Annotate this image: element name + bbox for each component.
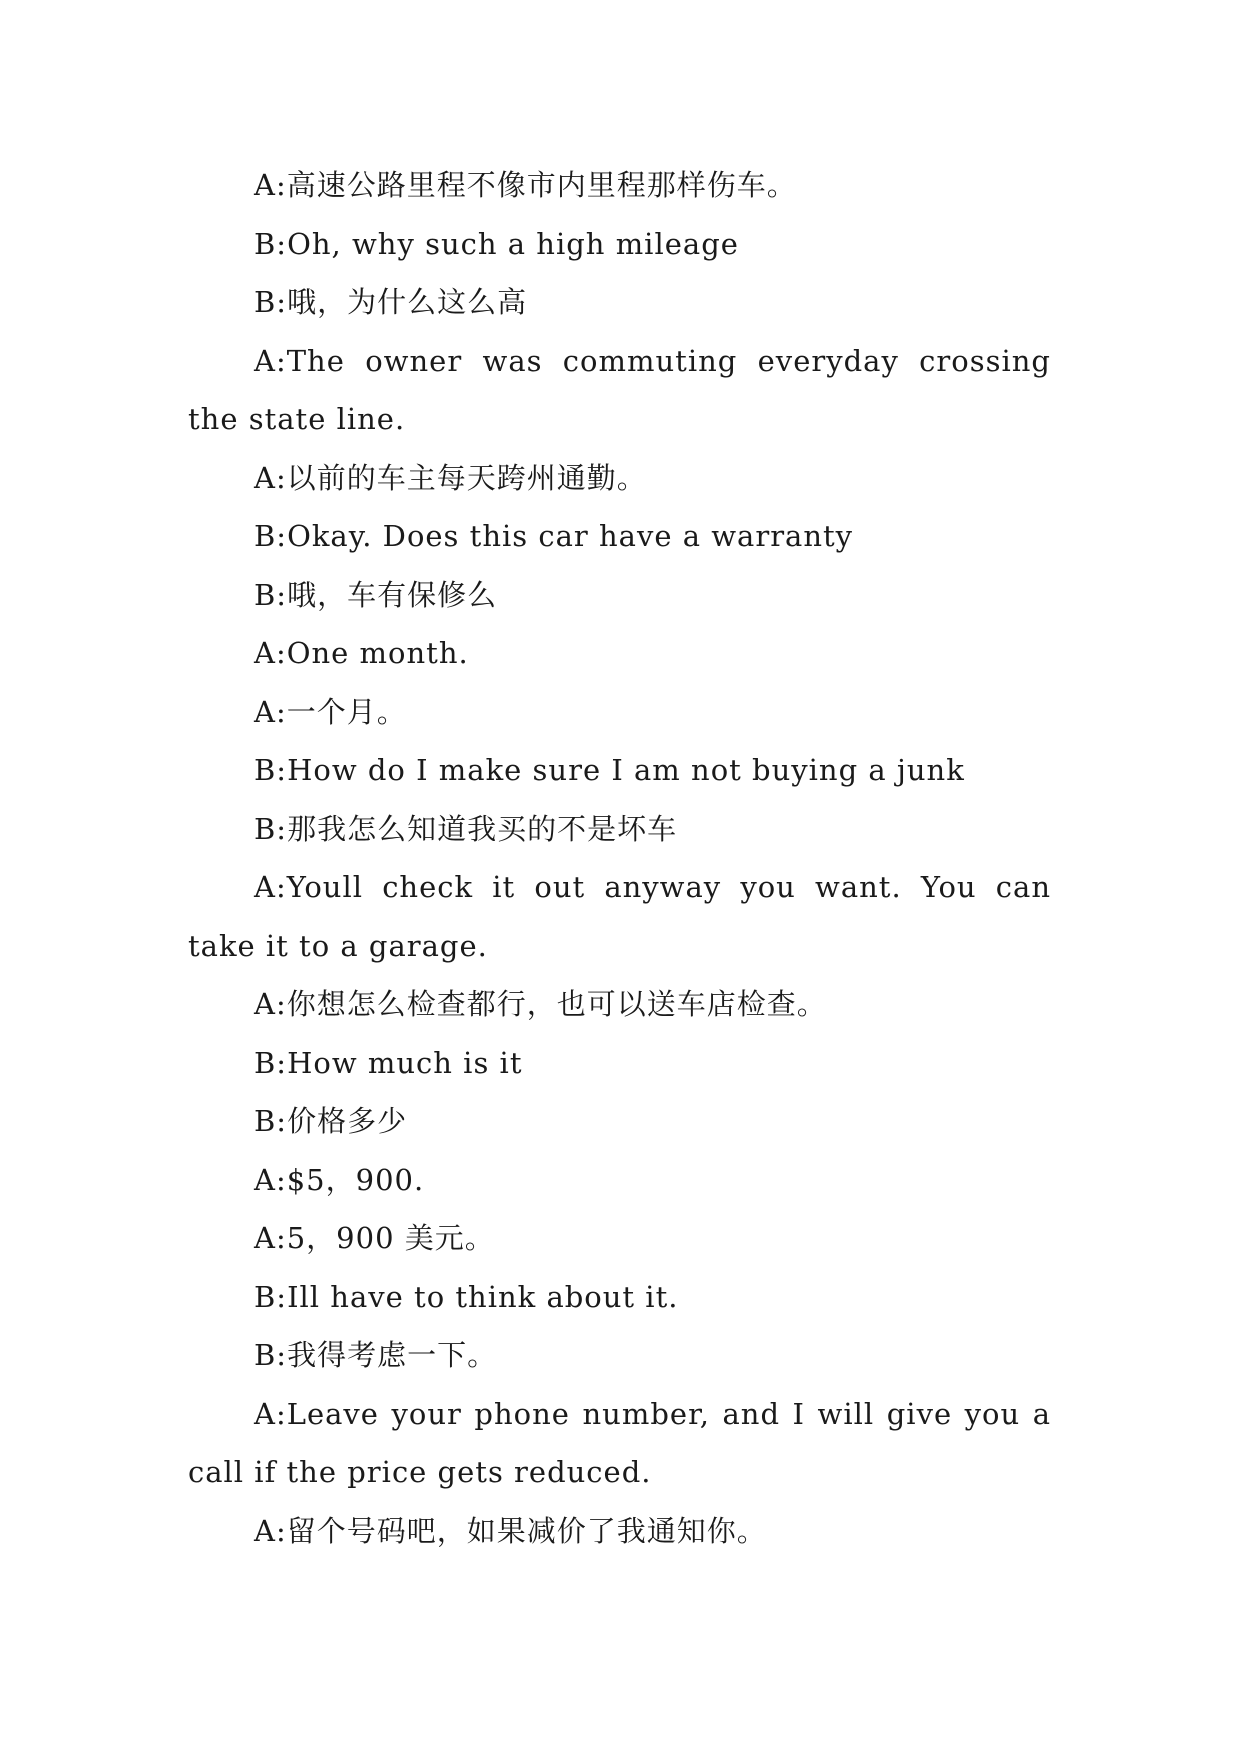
dialogue-line: A:一个月。 [254, 694, 407, 729]
dialogue-line: A:5，900 美元。 [254, 1221, 495, 1255]
dialogue-line: B:那我怎么知道我买的不是坏车 [254, 811, 678, 846]
dialogue-line: A:Youll check it out anyway you want. You can take it to a garage. [188, 870, 1051, 963]
dialogue-line: A:高速公路里程不像市内里程那样伤车。 [254, 168, 797, 202]
dialogue-line: A:The owner was commuting everyday crossing the state line. [188, 343, 1051, 436]
dialogue-text [188, 156, 1051, 1560]
dialogue-line: A:以前的车主每天跨州通勤。 [254, 460, 647, 495]
dialogue-line: B:How much is it [254, 1045, 523, 1080]
dialogue-line: B:Okay. Does this car have a warranty [254, 519, 854, 553]
dialogue-line: B:价格多少 [254, 1104, 408, 1138]
dialogue-line: A:One month. [254, 636, 469, 670]
dialogue-line: A:留个号码吧，如果减价了我通知你。 [254, 1513, 767, 1548]
dialogue-line: B:How do I make sure I am not buying a junk [254, 753, 965, 787]
dialogue-line: A:你想怎么检查都行，也可以送车店检查。 [254, 987, 827, 1021]
dialogue-line: B:我得考虑一下。 [254, 1338, 498, 1372]
dialogue-line: A:Leave your phone number, and I will give you a call if the price gets reduced. [188, 1396, 1051, 1489]
dialogue-line: B:Ill have to think about it. [254, 1279, 679, 1314]
dialogue-line: A:$5，900. [254, 1162, 425, 1197]
dialogue-line: B:哦，为什么这么高 [254, 285, 528, 319]
dialogue-line: B:哦，车有保修么 [254, 577, 498, 612]
dialogue-line: B:Oh, why such a high mileage [254, 226, 739, 261]
